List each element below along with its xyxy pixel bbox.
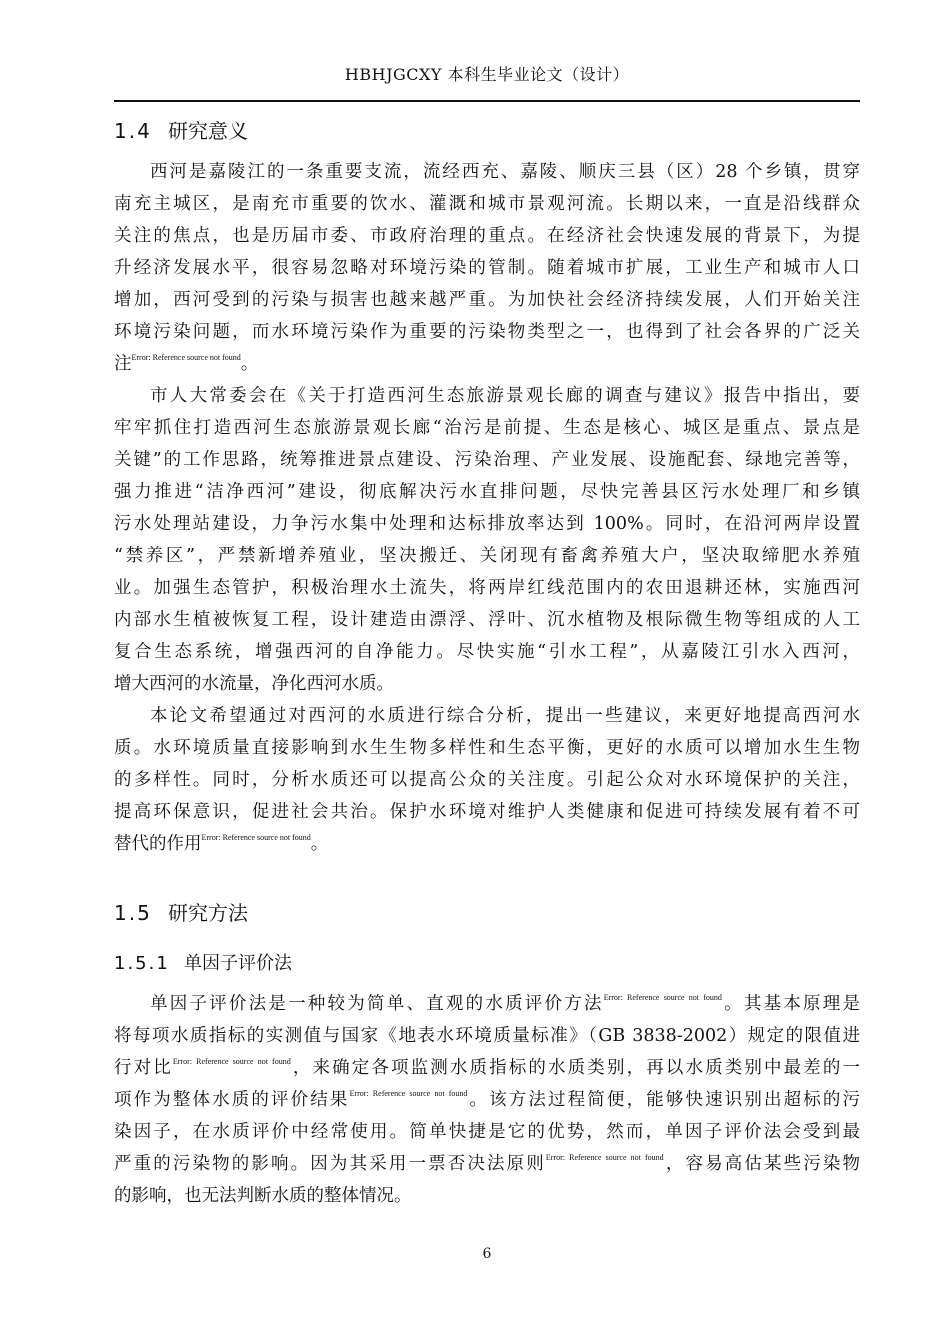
paragraph-significance-3	[114, 700, 860, 860]
citation-reference: Error: Reference source not found	[201, 833, 311, 842]
subsection-title: 单因子评价法	[184, 953, 292, 974]
text-line: 质。水环境质量直接影响到水生生物多样性和生态平衡，更好的水质可以增加水生生物	[114, 738, 860, 758]
running-header: HBHJGCXY 本科生毕业论文（设计）	[344, 65, 630, 84]
section-heading-1-5	[114, 898, 860, 928]
section-title: 研究意义	[168, 119, 248, 143]
text-line: 南充主城区，是南充市重要的饮水、灌溉和城市景观河流。长期以来，一直是沿线群众	[114, 194, 860, 214]
text-line: 的影响，也无法判断水质的整体情况。	[114, 1186, 412, 1206]
text-line: 本论文希望通过对西河的水质进行综合分析，提出一些建议，来更好地提高西河水	[150, 706, 860, 726]
page-number: 6	[482, 1246, 492, 1262]
text-line: 西河是嘉陵江的一条重要支流，流经西充、嘉陵、顺庆三县（区）28 个乡镇，贯穿	[150, 162, 860, 182]
text-line: 升经济发展水平，很容易忽略对环境污染的管制。随着城市扩展，工业生产和城市人口	[114, 258, 860, 278]
text-line: 业。加强生态管护，积极治理水土流失，将两岸红线范围内的农田退耕还林，实施西河	[114, 578, 860, 598]
text-line: 行对比$^{Error: Reference source not found}$，来确定各项监测水质指标的水质类别，再以水质类别中最差的一	[114, 1057, 861, 1078]
text-line: 的多样性。同时，分析水质还可以提高公众的关注度。引起公众对水环境保护的关注，	[114, 770, 860, 790]
citation-reference: Error: Reference source not found	[545, 1153, 664, 1162]
text-line: “禁养区”，严禁新增养殖业，坚决搬迁、关闭现有畜禽养殖大户，坚决取缔肥水养殖	[114, 546, 860, 566]
text-line: 单因子评价法是一种较为简单、直观的水质评价方法$^{Error: Reference source not found}$。其基本原理是	[150, 993, 861, 1014]
text-line: 复合生态系统，增强西河的自净能力。尽快实施“引水工程”，从嘉陵江引水入西河，	[114, 642, 860, 662]
text-line: 严重的污染物的影响。因为其采用一票否决法原则$^{Error: Reference source not found}$，容易高估某些污染物	[114, 1153, 860, 1174]
text-line: 增加，西河受到的污染与损害也越来越严重。为加快社会经济持续发展，人们开始关注	[114, 290, 860, 310]
section-title: 研究方法	[168, 901, 248, 925]
paragraph-significance-1	[114, 156, 860, 380]
section-heading-1-4	[114, 116, 860, 146]
text-line: 牢牢抓住打造西河生态旅游景观长廊“治污是前提、生态是核心、城区是重点、景点是	[114, 418, 860, 438]
citation-reference: Error: Reference source not found	[172, 1057, 291, 1066]
citation-reference: Error: Reference source not found	[349, 1089, 468, 1098]
text-line: 市人大常委会在《关于打造西河生态旅游景观长廊的调查与建议》报告中指出，要	[150, 386, 860, 406]
paragraph-significance-2	[114, 380, 860, 700]
paragraph-single-factor	[114, 988, 860, 1212]
text-line: 提高环保意识，促进社会共治。保护水环境对维护人类健康和促进可持续发展有着不可	[114, 802, 860, 822]
header-rule	[114, 100, 860, 102]
text-line: 内部水生植被恢复工程，设计建造由漂浮、浮叶、沉水植物及根际微生物等组成的人工	[114, 610, 860, 630]
text-line: 强力推进“洁净西河”建设，彻底解决污水直排问题，尽快完善县区污水处理厂和乡镇	[114, 482, 860, 502]
text-line: 关注的焦点，也是历届市委、市政府治理的重点。在经济社会快速发展的背景下，为提	[114, 226, 860, 246]
section-number: 1.4	[114, 119, 152, 143]
subsection-heading-1-5-1	[114, 950, 860, 978]
subsection-number: 1.5.1	[114, 953, 170, 974]
text-line: 环境污染问题，而水环境污染作为重要的污染物类型之一，也得到了社会各界的广泛关	[114, 322, 860, 342]
citation-reference: Error: Reference source not found	[131, 353, 241, 362]
citation-reference: Error: Reference source not found	[603, 993, 722, 1002]
section-number: 1.5	[114, 901, 152, 925]
text-line: 增大西河的水流量，净化西河水质。	[114, 674, 394, 694]
text-line: 关键”的工作思路，统筹推进景点建设、污染治理、产业发展、设施配套、绿地完善等，	[114, 450, 860, 470]
text-line: 污水处理站建设，力争污水集中处理和达标排放率达到 100%。同时，在沿河两岸设置	[114, 514, 860, 534]
text-line: 染因子，在水质评价中经常使用。简单快捷是它的优势，然而，单因子评价法会受到最	[114, 1122, 860, 1142]
text-line: 注$^{Error: Reference source not found}$。	[114, 353, 259, 374]
text-line: 替代的作用$^{Error: Reference source not found}$。	[114, 833, 329, 854]
text-line: 将每项水质指标的实测值与国家《地表水环境质量标准》（GB 3838-2002）规定的限值进	[114, 1026, 860, 1046]
text-line: 项作为整体水质的评价结果$^{Error: Reference source not found}$。该方法过程简便，能够快速识别出超标的污	[114, 1089, 861, 1110]
